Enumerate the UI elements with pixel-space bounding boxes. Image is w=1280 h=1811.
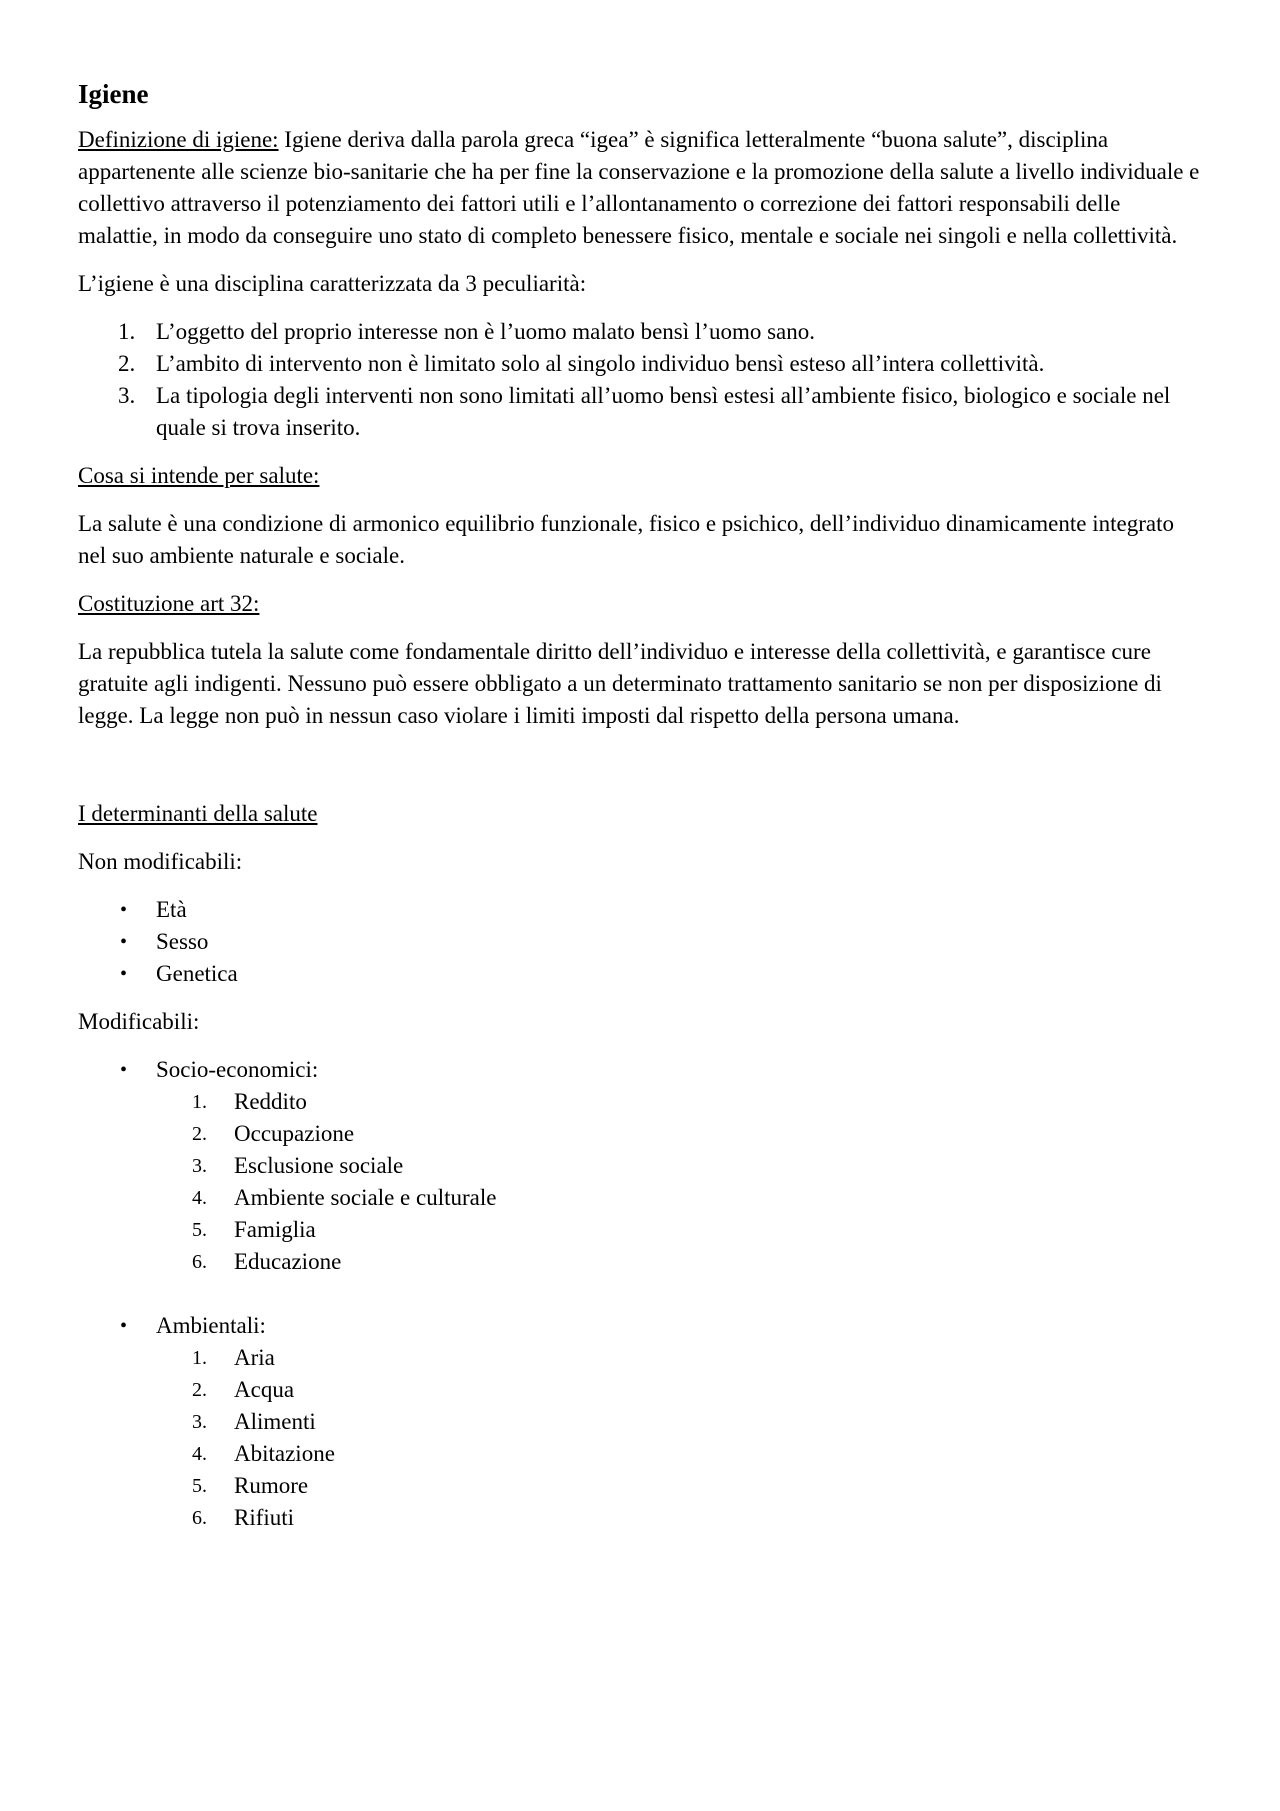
list-item-text: Educazione	[234, 1249, 342, 1274]
page-title: Igiene	[78, 79, 149, 109]
determinants-heading: I determinanti della salute	[78, 801, 318, 826]
bullet-icon: •	[120, 1059, 128, 1081]
list-item-text: Alimenti	[234, 1409, 316, 1434]
constitution-heading: Costituzione art 32:	[78, 591, 260, 616]
list-number: 4.	[192, 1443, 207, 1465]
list-item-text: Rifiuti	[234, 1505, 295, 1530]
list-item-text: Famiglia	[234, 1217, 316, 1242]
list-item-text: Esclusione sociale	[234, 1153, 404, 1178]
list-number: 6.	[192, 1251, 207, 1273]
list-number: 2.	[118, 351, 136, 376]
bullet-icon: •	[120, 931, 128, 953]
list-item-text: Genetica	[156, 961, 238, 986]
list-number: 5.	[192, 1219, 207, 1241]
group-label: Socio-economici:	[156, 1057, 319, 1082]
list-item	[156, 1374, 1200, 1406]
list-item-text: Rumore	[234, 1473, 309, 1498]
peculiarities-list	[78, 316, 1200, 444]
spacer	[156, 1278, 1200, 1310]
list-item-text: Ambiente sociale e culturale	[234, 1185, 497, 1210]
list-item	[78, 348, 1200, 380]
list-item	[78, 894, 1200, 926]
bullet-icon: •	[120, 963, 128, 985]
bullet-icon: •	[120, 1315, 128, 1337]
list-item	[78, 380, 1200, 444]
list-item	[156, 1470, 1200, 1502]
list-item-text: L’ambito di intervento non è limitato solo al singolo individuo bensì esteso all’intera collettività.	[156, 351, 1045, 376]
list-item-group	[78, 1054, 1200, 1310]
list-item	[156, 1182, 1200, 1214]
list-item	[156, 1246, 1200, 1278]
list-item	[156, 1214, 1200, 1246]
list-item	[156, 1086, 1200, 1118]
definition-label: Definizione di igiene:	[78, 127, 279, 152]
list-number: 2.	[192, 1379, 207, 1401]
definition-text: Igiene deriva dalla parola greca “igea” è significa letteralmente “buona salute”, disciplina appartenente alle scienze bio-sanitarie che ha per fine la conservazione e la promozione della salute a livello individuale e collettivo attraverso il potenziamento dei fattori utili e l’allontanamento o correzione dei fattori responsabili delle malattie, in modo da conseguire uno stato di completo benessere fisico, mentale e sociale nei singoli e nella collettività.	[78, 127, 1200, 248]
list-number: 5.	[192, 1475, 207, 1497]
list-item	[156, 1342, 1200, 1374]
bullet-icon: •	[120, 899, 128, 921]
environmental-list	[156, 1342, 1200, 1534]
list-item-text: Sesso	[156, 929, 209, 954]
list-number: 4.	[192, 1187, 207, 1209]
socio-economic-list	[156, 1086, 1200, 1278]
list-item-text: Aria	[234, 1345, 275, 1370]
list-number: 2.	[192, 1123, 207, 1145]
list-number: 3.	[118, 383, 136, 408]
list-number: 1.	[192, 1347, 207, 1369]
list-item	[78, 926, 1200, 958]
non-modifiable-label: Non modificabili:	[78, 849, 243, 874]
list-number: 1.	[118, 319, 136, 344]
list-number: 1.	[192, 1091, 207, 1113]
definition-paragraph	[78, 124, 1200, 252]
list-item-text: La tipologia degli interventi non sono limitati all’uomo bensì estesi all’ambiente fisico, biologico e sociale nel quale si trova inserito.	[156, 383, 1171, 440]
list-item-text: Reddito	[234, 1089, 307, 1114]
modifiable-list	[78, 1054, 1200, 1534]
list-item	[156, 1502, 1200, 1534]
health-heading: Cosa si intende per salute:	[78, 463, 320, 488]
group-label: Ambientali:	[156, 1313, 266, 1338]
spacer	[78, 748, 1200, 798]
peculiarities-intro: L’igiene è una disciplina caratterizzata da 3 peculiarità:	[78, 271, 587, 296]
list-item	[156, 1406, 1200, 1438]
list-item-text: Occupazione	[234, 1121, 355, 1146]
list-item-group	[78, 1310, 1200, 1534]
list-item	[156, 1150, 1200, 1182]
list-number: 3.	[192, 1155, 207, 1177]
list-number: 6.	[192, 1507, 207, 1529]
list-item	[78, 316, 1200, 348]
list-item	[156, 1118, 1200, 1150]
list-item-text: Età	[156, 897, 187, 922]
modifiable-label: Modificabili:	[78, 1009, 200, 1034]
list-item-text: Acqua	[234, 1377, 295, 1402]
list-number: 3.	[192, 1411, 207, 1433]
list-item	[78, 958, 1200, 990]
list-item-text: L’oggetto del proprio interesse non è l’uomo malato bensì l’uomo sano.	[156, 319, 815, 344]
list-item	[156, 1438, 1200, 1470]
health-paragraph: La salute è una condizione di armonico equilibrio funzionale, fisico e psichico, dell’individuo dinamicamente integrato nel suo ambiente naturale e sociale.	[78, 511, 1174, 568]
list-item-text: Abitazione	[234, 1441, 335, 1466]
constitution-paragraph: La repubblica tutela la salute come fondamentale diritto dell’individuo e interesse della collettività, e garantisce cure gratuite agli indigenti. Nessuno può essere obbligato a un determinato trattamento sanitario se non per disposizione di legge. La legge non può in nessun caso violare i limiti imposti dal rispetto della persona umana.	[78, 639, 1162, 728]
non-modifiable-list	[78, 894, 1200, 990]
